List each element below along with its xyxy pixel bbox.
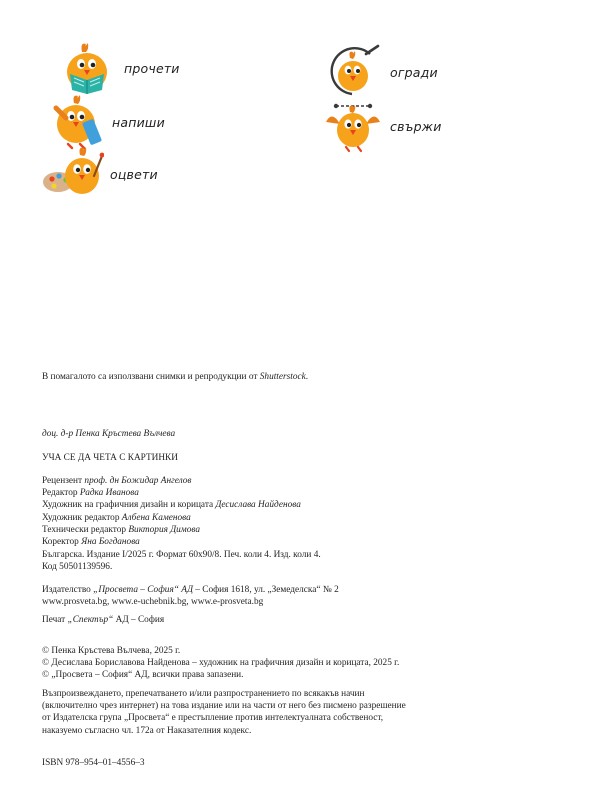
- book-title: УЧА СЕ ДА ЧЕТА С КАРТИНКИ: [42, 453, 178, 463]
- chick-circling-icon: [322, 44, 384, 100]
- chick-writing-icon: [44, 94, 106, 150]
- credit-line: Коректор Яна Богданова: [42, 537, 140, 548]
- publisher-websites: www.prosveta.bg, www.e-uchebnik.bg, www.e-prosveta.bg: [42, 597, 264, 608]
- legend-write: [44, 94, 165, 150]
- legend-read-label: прочети: [124, 60, 180, 76]
- credit-line: Художник на графичния дизайн и корицата Десислава Найденова: [42, 500, 301, 511]
- legend-connect: [322, 98, 442, 154]
- chick-connecting-icon: [322, 98, 384, 154]
- isbn: ISBN 978–954–01–4556–3: [42, 758, 145, 768]
- legend-write-label: напиши: [112, 114, 165, 130]
- legend-circle: [322, 44, 438, 100]
- credits: [42, 475, 301, 548]
- print-info: Печат „Спектър“ АД – София: [42, 615, 165, 625]
- legal-notice: Възпроизвеждането, препечатването и/или разпространението по всякакъв начин (включително чрез интернет) на това издание или на части от него без писмено разрешение от Издателска група „Просвета“ е престъпление против интелектуалната собственост, наказуемо съгласно чл. 172а от Наказателния кодекс.: [42, 689, 406, 736]
- credit-line: Редактор Радка Иванова: [42, 488, 139, 499]
- author: доц. д-р Пенка Кръстева Вълчева: [42, 429, 176, 439]
- legend-read: [56, 40, 180, 96]
- photo-source: Shutterstock: [259, 372, 306, 382]
- photo-credit: В помагалото са използвани снимки и репродукции от Shutterstock.: [42, 372, 309, 382]
- credit-line: Художник редактор Албена Каменова: [42, 512, 191, 523]
- copyright: © Пенка Кръстева Вълчева, 2025 г. © Десислава Бориславова Найденова – художник на графичния дизайн и корицата, 2025 г. © „Просвета – София“ АД, всички права запазени.: [42, 646, 400, 681]
- chick-reading-icon: [56, 40, 118, 96]
- legend-color: [42, 146, 158, 202]
- credit-line: Рецензент проф. дн Божидар Ангелов: [42, 476, 192, 486]
- legend-color-label: оцвети: [110, 166, 158, 182]
- credit-line: Технически редактор Виктория Димова: [42, 524, 200, 535]
- edition-info: Българска. Издание I/2025 г. Формат 60х90/8. Печ. коли 4. Изд. коли 4. Код 50501139596.: [42, 550, 321, 573]
- publisher-info: Издателство „Просвета – София“ АД – София 1618, ул. „Земеделска“ № 2 www.prosveta.bg, www.e-uchebnik.bg, www.e-prosveta.bg: [42, 585, 339, 608]
- legend-connect-label: свържи: [390, 118, 442, 134]
- legend-circle-label: огради: [390, 64, 438, 80]
- chick-painting-icon: [42, 146, 104, 202]
